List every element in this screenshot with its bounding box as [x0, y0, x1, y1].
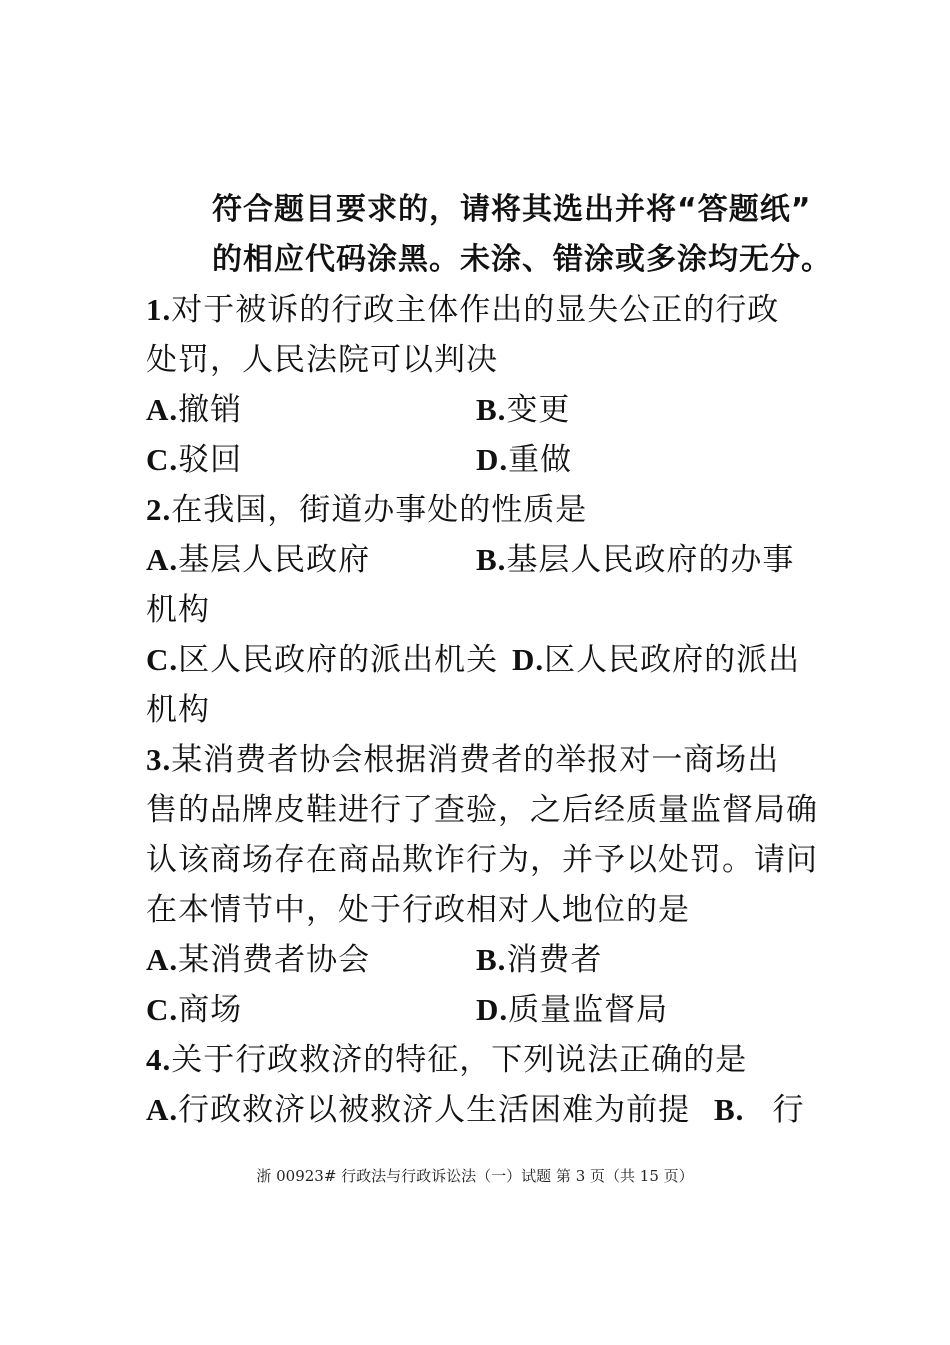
question-3-number: 3.	[146, 742, 172, 777]
question-2-option-b: B.基层人民政府的办事	[476, 542, 795, 578]
page-footer: 浙 00923# 行政法与行政诉讼法（一）试题 第 3 页（共 15 页）	[256, 1167, 694, 1185]
question-4-number: 4.	[146, 1042, 172, 1077]
question-2-stem-text: 在我国，街道办事处的性质是	[171, 492, 588, 528]
question-3-stem-text: 某消费者协会根据消费者的举报对一商场出	[171, 742, 780, 778]
question-1-stem-text: 对于被诉的行政主体作出的显失公正的行政	[171, 292, 780, 328]
question-1-option-c: C.驳回	[146, 442, 243, 478]
question-2-options-row-1	[146, 540, 806, 580]
question-1-option-d: D.重做	[476, 442, 573, 478]
question-1-option-b: B.变更	[476, 392, 571, 428]
question-4-option-a: A.行政救济以被救济人生活困难为前提	[146, 1092, 691, 1128]
question-1-stem-line-2: 处罚，人民法院可以判决	[146, 342, 498, 378]
question-1-options-row-2	[146, 440, 806, 480]
question-4-stem-text: 关于行政救济的特征，下列说法正确的是	[171, 1042, 748, 1078]
question-3-stem-line-3: 认该商场存在商品欺诈行为，并予以处罚。请问	[146, 842, 818, 878]
question-4-options-row-1	[146, 1090, 806, 1130]
question-1-option-a: A.撤销	[146, 392, 243, 428]
question-2-stem-line-1	[146, 490, 806, 530]
question-3-option-b: B.消费者	[476, 942, 603, 978]
instructions-line-1: 符合题目要求的，请将其选出并将“答题纸”	[212, 192, 812, 227]
question-2-option-d-continuation: 机构	[146, 692, 210, 728]
question-3-stem-line-2: 售的品牌皮鞋进行了查验，之后经质量监督局确	[146, 792, 818, 828]
question-1-stem-line-1	[146, 290, 806, 330]
question-4-option-b: B. 行	[714, 1092, 805, 1128]
instructions-line-2: 的相应代码涂黑。未涂、错涂或多涂均无分。	[212, 242, 832, 277]
question-3-options-row-1	[146, 940, 806, 980]
question-4-stem-line-1	[146, 1040, 806, 1080]
question-2-option-d: D.区人民政府的派出	[512, 642, 801, 678]
question-3-stem-line-1	[146, 740, 806, 780]
question-2-option-b-continuation: 机构	[146, 592, 210, 628]
question-2-option-c: C.区人民政府的派出机关	[146, 642, 499, 678]
question-2-options-row-2	[146, 640, 806, 680]
question-1-number: 1.	[146, 292, 172, 327]
question-3-stem-line-4: 在本情节中，处于行政相对人地位的是	[146, 892, 690, 928]
question-2-option-a: A.基层人民政府	[146, 542, 371, 578]
question-3-option-a: A.某消费者协会	[146, 942, 371, 978]
question-2-number: 2.	[146, 492, 172, 527]
question-3-options-row-2	[146, 990, 806, 1030]
question-3-option-d: D.质量监督局	[476, 992, 669, 1028]
question-3-option-c: C.商场	[146, 992, 243, 1028]
question-1-options-row-1	[146, 390, 806, 430]
